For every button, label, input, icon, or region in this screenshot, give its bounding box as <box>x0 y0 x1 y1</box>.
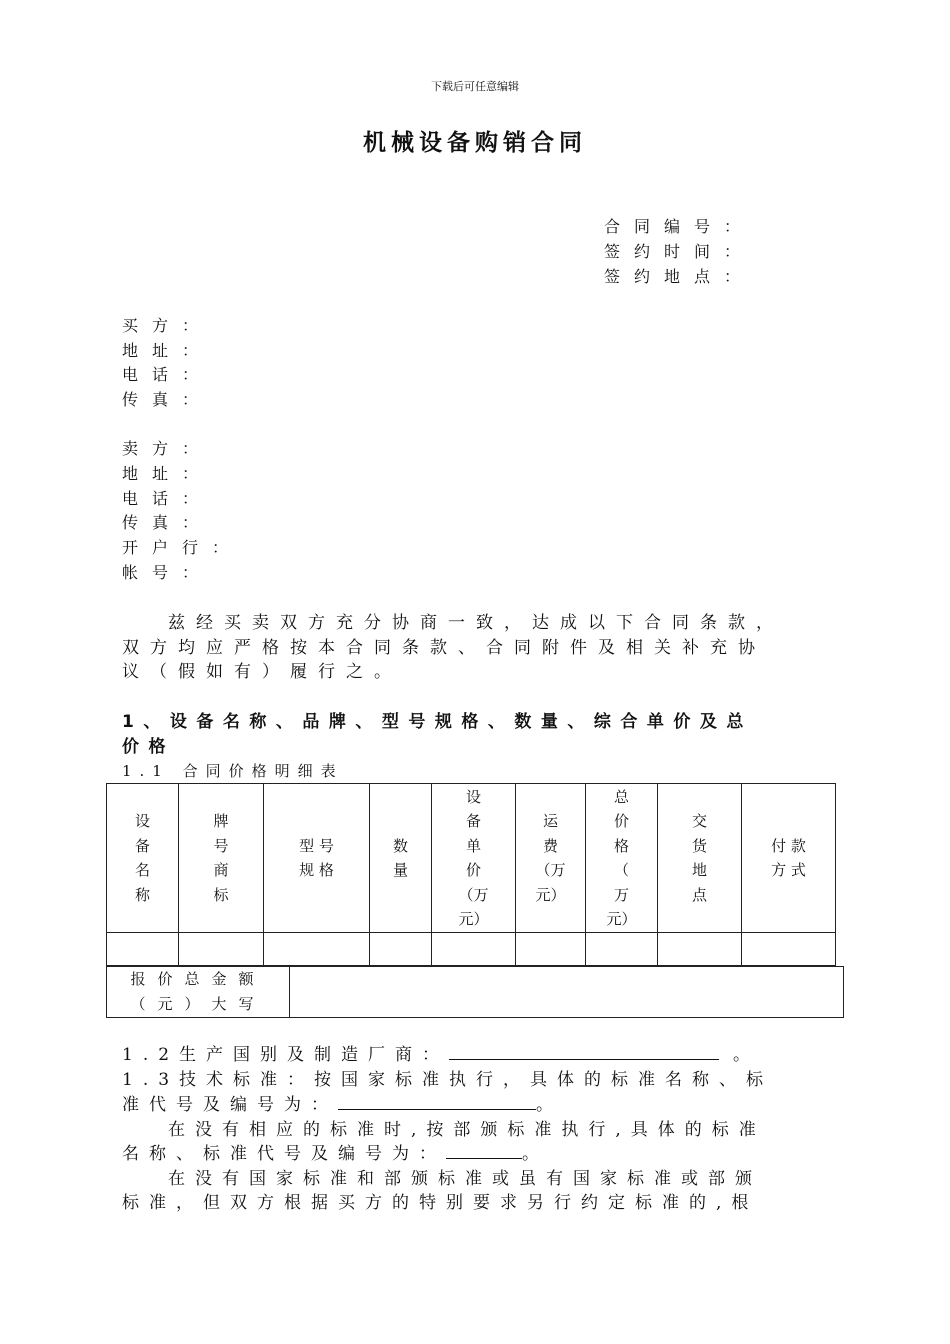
buyer-address-label: 地址： <box>122 341 213 360</box>
header-note: 下载后可任意编辑 <box>431 80 519 93</box>
table-subtitle: 1.1 合同价格明细表 <box>122 762 344 780</box>
seller-phone-label: 电话： <box>122 489 213 508</box>
header-total-price: 总 价 格 （ 万 元） <box>586 784 658 933</box>
clause-1-2: 1.2生产国别及制造厂商： 。 <box>122 1045 761 1065</box>
buyer-phone-label: 电话： <box>122 365 213 384</box>
seller-bank-label: 开户行： <box>122 538 243 557</box>
ministry-standard-blank[interactable] <box>446 1142 522 1159</box>
table-header-row <box>107 784 836 933</box>
header-quantity: 数 量 <box>370 784 432 933</box>
clause-special-line-1: 在没有国家标准和部颁标准或虽有国家标准或部颁 <box>168 1169 762 1189</box>
sign-date-label: 签约时间： <box>604 242 755 261</box>
sign-place-label: 签约地点： <box>604 267 755 286</box>
total-amount-table <box>106 966 844 1018</box>
header-equipment-name: 设 备 名 称 <box>107 784 179 933</box>
clause-special-line-2: 标准，但双方根据买方的特别要求另行约定标准的,根 <box>122 1193 759 1213</box>
price-detail-table <box>106 783 836 966</box>
table-cell[interactable] <box>432 933 516 966</box>
clause-1-3-line-2: 准代号及编号为： 。 <box>122 1095 563 1115</box>
header-delivery-place: 交 货 地 点 <box>658 784 742 933</box>
document-title: 机械设备购销合同 <box>363 130 587 156</box>
table-cell[interactable] <box>107 933 179 966</box>
intro-line-2: 双方均应严格按本合同条款、合同附件及相关补充协 <box>122 638 766 658</box>
section-1-line-1: 1、设备名称、品牌、型号规格、数量、综合单价及总 <box>122 712 753 732</box>
table-cell[interactable] <box>742 933 836 966</box>
table-cell[interactable] <box>179 933 264 966</box>
header-unit-price: 设 备 单 价 （万 元） <box>432 784 516 933</box>
buyer-fax-label: 传真： <box>122 390 213 409</box>
header-freight: 运 费 （万 元） <box>516 784 586 933</box>
buyer-label: 买方： <box>122 316 213 335</box>
manufacturer-blank[interactable] <box>449 1043 719 1060</box>
header-brand: 牌 号 商 标 <box>179 784 264 933</box>
table-cell[interactable] <box>264 933 370 966</box>
table-cell[interactable] <box>370 933 432 966</box>
seller-label: 卖方： <box>122 439 213 458</box>
clause-ministry-line-2: 名称、标准代号及编号为： 。 <box>122 1144 549 1164</box>
clause-1-3-line-1: 1.3技术标准：按国家标准执行，具体的标准名称、标 <box>122 1070 774 1090</box>
intro-line-1: 兹经买卖双方充分协商一致，达成以下合同条款， <box>168 613 784 633</box>
standard-code-blank[interactable] <box>338 1093 536 1110</box>
clause-ministry-line-1: 在没有相应的标准时,按部颁标准执行,具体的标准 <box>168 1120 766 1140</box>
intro-line-3: 议（假如有）履行之。 <box>122 662 402 682</box>
total-amount-label: 报价总金额 （元）大写 <box>107 967 290 1018</box>
table-row <box>107 933 836 966</box>
header-model-spec: 型 号 规 格 <box>264 784 370 933</box>
contract-number-label: 合同编号： <box>604 217 755 236</box>
header-payment-method: 付 款 方 式 <box>742 784 836 933</box>
section-1-heading <box>122 710 822 759</box>
table-cell[interactable] <box>516 933 586 966</box>
section-1-line-2: 价格 <box>122 736 175 757</box>
table-cell[interactable] <box>586 933 658 966</box>
seller-account-label: 帐号： <box>122 563 213 582</box>
seller-fax-label: 传真： <box>122 513 213 532</box>
seller-address-label: 地址： <box>122 464 213 483</box>
table-cell[interactable] <box>658 933 742 966</box>
total-amount-value[interactable] <box>290 967 844 1018</box>
